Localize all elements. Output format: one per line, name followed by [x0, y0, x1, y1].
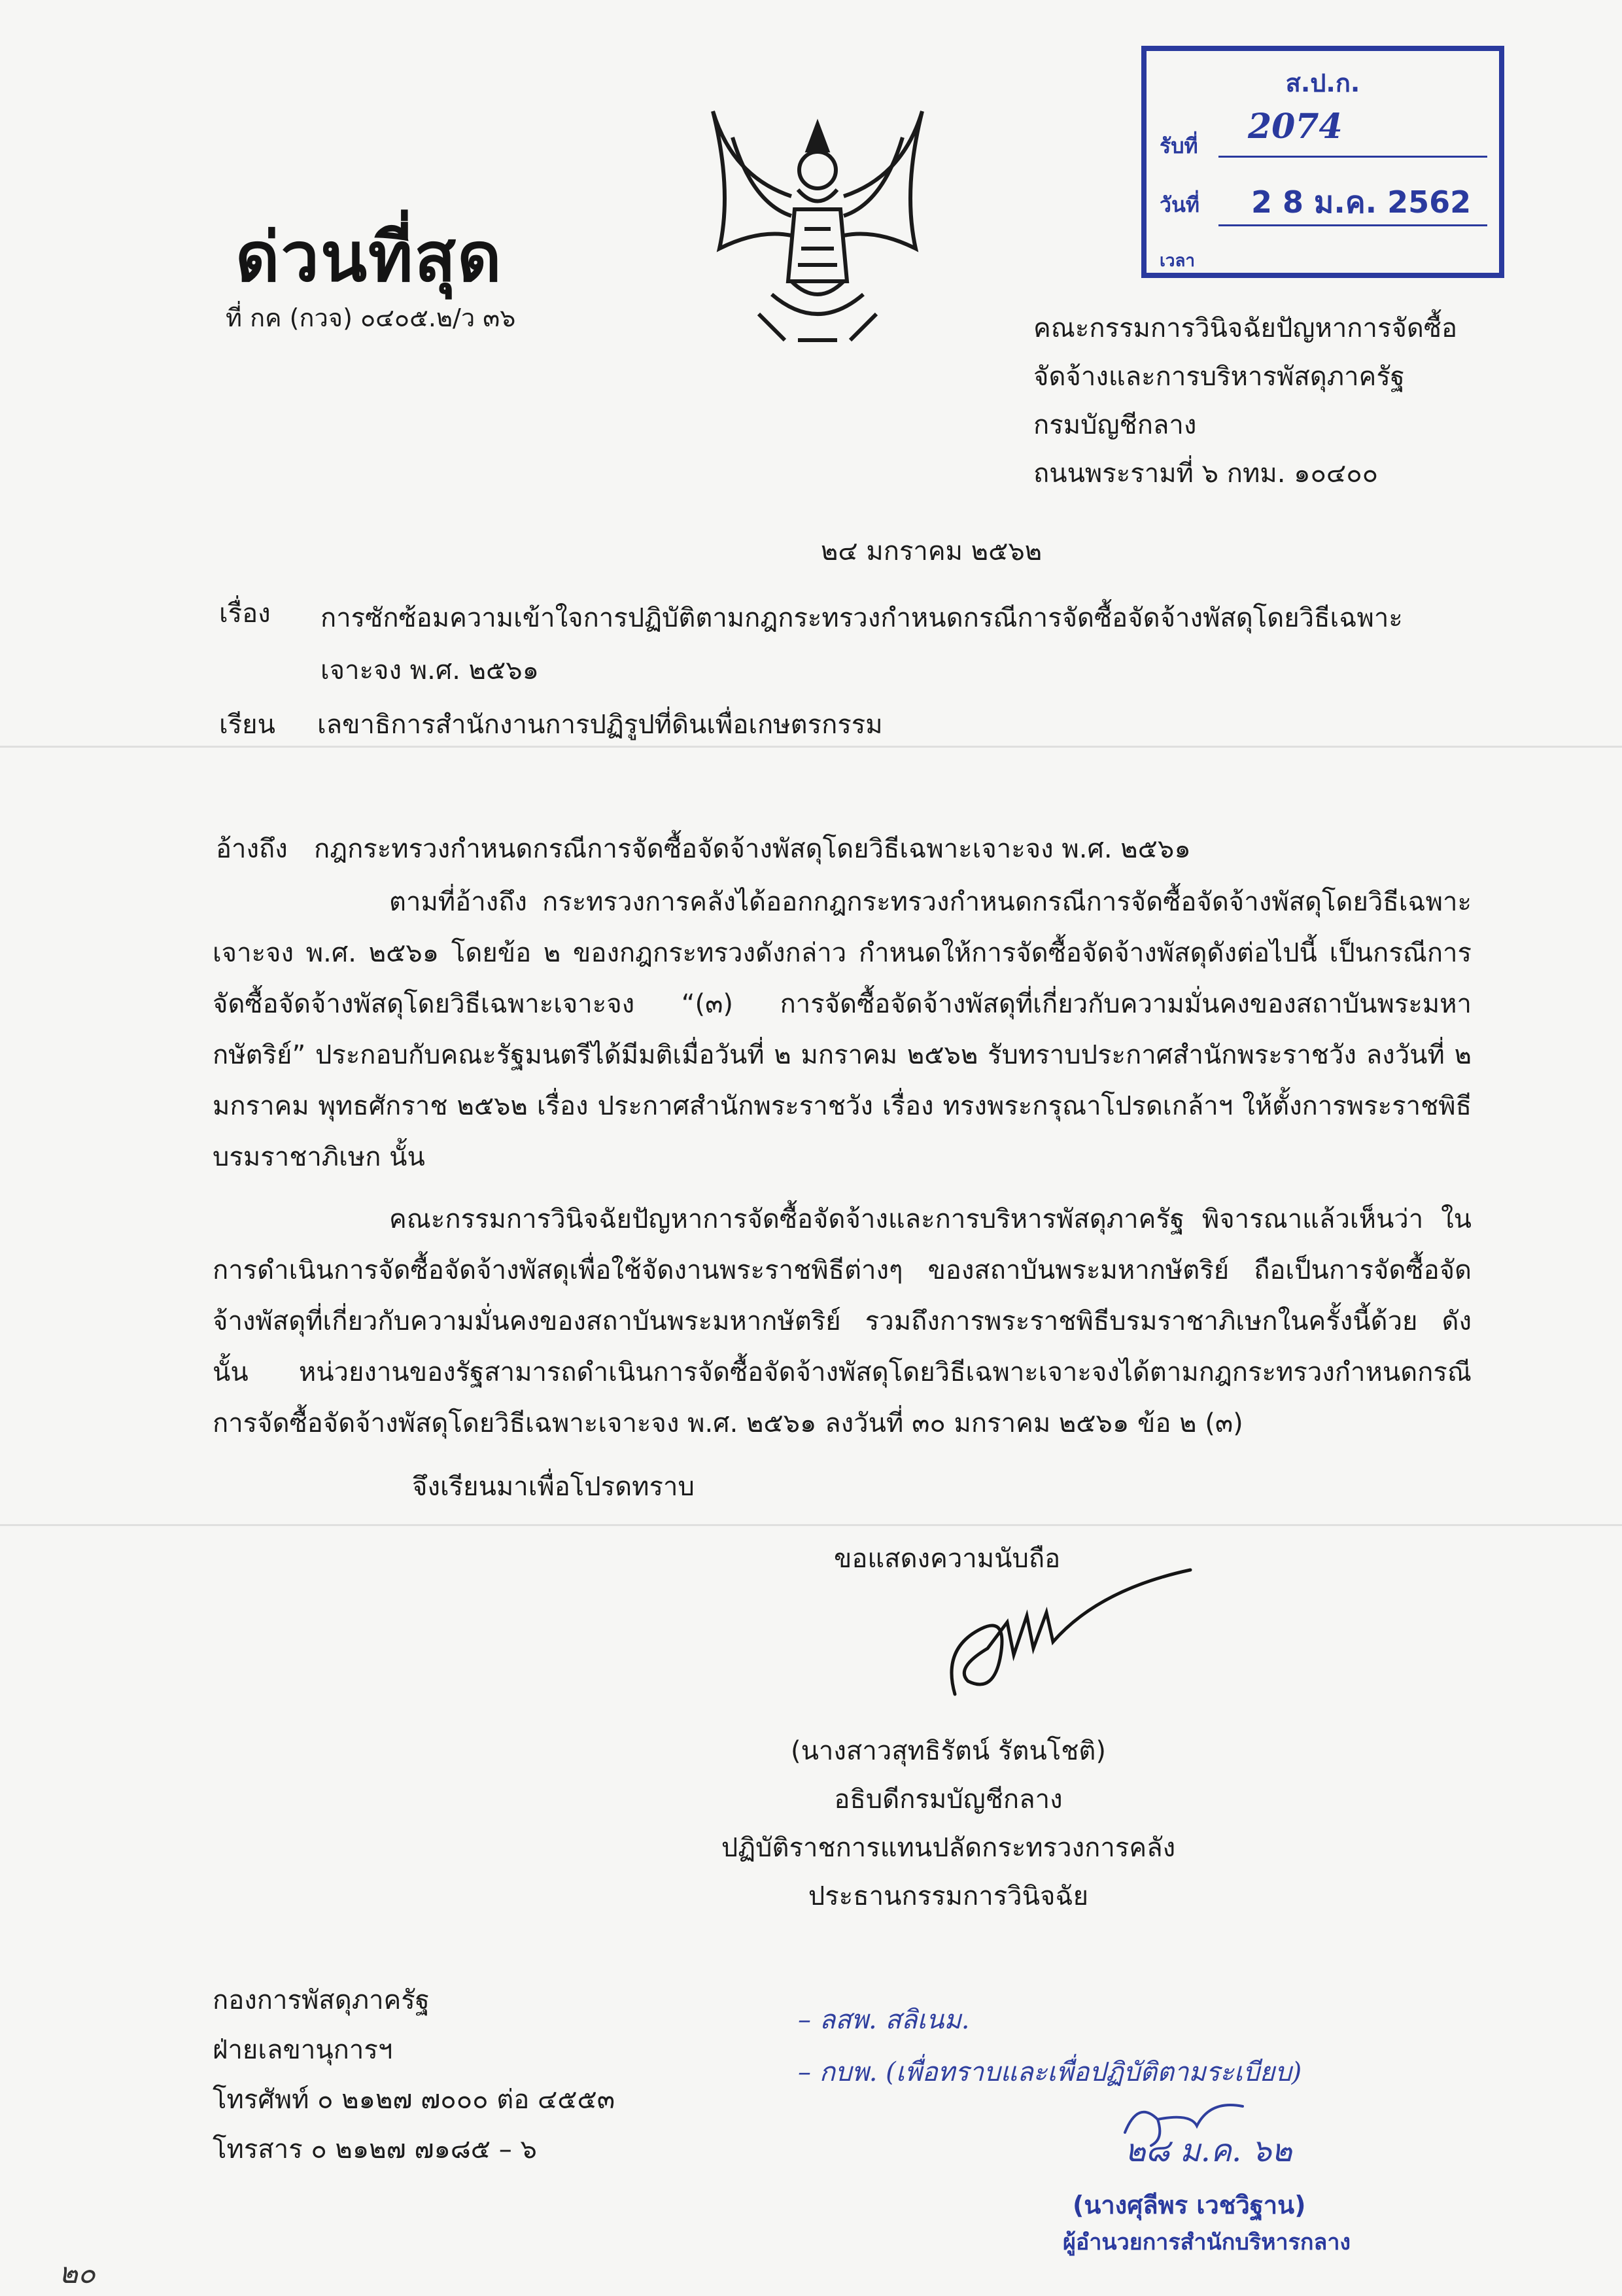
- paragraph-text: ตามที่อ้างถึง กระทรวงการคลังได้ออกกฎกระทรวงกำหนดกรณีการจัดซื้อจัดจ้างพัสดุโดยวิธีเฉพาะเจาะจง พ.ศ. ๒๕๖๑ โดยข้อ ๒ ของกฎกระทรวงดังกล่าว กำหนดให้การจัดซื้อจัดจ้างพัสดุดังต่อไปนี้ เป็นกรณีการจัดซื้อจัดจ้างพัสดุโดยวิธีเฉพาะเจาะจง “(๓) การจัดซื้อจัดจ้างพัสดุที่เกี่ยวกับความมั่นคงของสถาบันพระมหากษัตริย์” ประกอบกับคณะรัฐมนตรีได้มีมติเมื่อวันที่ ๒ มกราคม ๒๕๖๒ รับทราบประกาศสำนักพระราชวัง ลงวันที่ ๒ มกราคม พุทธศักราช ๒๕๖๒ เรื่อง ประกาศสำนักพระราชวัง เรื่อง ทรงพระกรุณาโปรดเกล้าฯ ให้ตั้งการพระราชพิธีบรมราชาภิเษก นั้น: [213, 887, 1472, 1172]
- page-mark: ๒๐: [59, 2257, 95, 2290]
- officer-stamp-title: ผู้อำนวยการสำนักบริหารกลาง: [1063, 2229, 1351, 2255]
- contact-block: [213, 1975, 615, 2174]
- address-line: จัดจ้างและการบริหารพัสดุภาครัฐ: [1033, 362, 1405, 392]
- stamp-line: [1218, 224, 1487, 226]
- contact-section: ฝ่ายเลขานุการฯ: [213, 2035, 393, 2065]
- address-line: คณะกรรมการวินิจฉัยปัญหาการจัดซื้อ: [1033, 313, 1458, 343]
- signatory-name: (นางสาวสุทธิรัตน์ รัตนโชติ): [790, 1736, 1106, 1766]
- paper-fold-line: [0, 746, 1622, 748]
- stamp-line: [1218, 156, 1487, 158]
- stamp-receipt-number: 2074: [1248, 107, 1343, 147]
- garuda-emblem-icon: [693, 98, 942, 353]
- body-paragraph-1: [213, 877, 1472, 1183]
- handwritten-note: – ลสพ. สลิเนม.: [798, 2005, 970, 2035]
- recipient-text: เลขาธิการสำนักงานการปฏิรูปที่ดินเพื่อเกษตรกรรม: [317, 710, 883, 740]
- valediction: ขอแสดงความนับถือ: [834, 1544, 1061, 1574]
- signatory-block: [687, 1727, 1210, 1921]
- paper-fold-line: [0, 1524, 1622, 1526]
- address-line: ถนนพระรามที่ ๖ กทม. ๑๐๔๐๐: [1033, 459, 1379, 489]
- body-paragraph-2: [213, 1194, 1472, 1449]
- receipt-stamp: [1141, 46, 1504, 278]
- address-line: กรมบัญชีกลาง: [1033, 410, 1197, 440]
- subject-label: เรื่อง: [219, 599, 271, 629]
- contact-division: กองการพัสดุภาครัฐ: [213, 1985, 430, 2015]
- subject-text: การซักซ้อมความเข้าใจการปฏิบัติตามกฎกระทรวงกำหนดกรณีการจัดซื้อจัดจ้างพัสดุโดยวิธีเฉพาะเจาะจง พ.ศ. ๒๕๖๑: [320, 603, 1403, 686]
- signature-image: [929, 1550, 1203, 1707]
- paragraph-text: คณะกรรมการวินิจฉัยปัญหาการจัดซื้อจัดจ้างและการบริหารพัสดุภาครัฐ พิจารณาแล้วเห็นว่า ในการดำเนินการจัดซื้อจัดจ้างพัสดุเพื่อใช้จัดงานพระราชพิธีต่างๆ ของสถาบันพระมหากษัตริย์ ถือเป็นการจัดซื้อจัดจ้างพัสดุที่เกี่ยวกับความมั่นคงของสถาบันพระมหากษัตริย์ รวมถึงการพระราชพิธีบรมราชาภิเษกในครั้งนี้ด้วย ดังนั้น หน่วยงานของรัฐสามารถดำเนินการจัดซื้อจัดจ้างพัสดุโดยวิธีเฉพาะเจาะจงได้ตามกฎกระทรวงกำหนดกรณีการจัดซื้อจัดจ้างพัสดุโดยวิธีเฉพาะเจาะจง พ.ศ. ๒๕๖๑ ลงวันที่ ๓๐ มกราคม ๒๕๖๑ ข้อ ๒ (๓): [213, 1204, 1472, 1438]
- urgency-heading: ด่วนที่สุด: [235, 217, 503, 297]
- signatory-title: อธิบดีกรมบัญชีกลาง: [834, 1784, 1063, 1815]
- stamp-date-value: 2 8 ม.ค. 2562: [1251, 184, 1472, 220]
- handwritten-note: – กบพ. (เพื่อทราบและเพื่อปฏิบัติตามระเบียบ): [798, 2057, 1302, 2087]
- signatory-title: ประธานกรรมการวินิจฉัย: [808, 1881, 1089, 1911]
- reference-label: อ้างถึง: [216, 834, 288, 864]
- stamp-receipt-label: รับที่: [1160, 133, 1198, 158]
- closing-line: จึงเรียนมาเพื่อโปรดทราบ: [412, 1472, 695, 1502]
- reference-number: ที่ กค (กวจ) ๐๔๐๕.๒/ว ๓๖: [226, 304, 516, 332]
- contact-phone: โทรศัพท์ ๐ ๒๑๒๗ ๗๐๐๐ ต่อ ๔๕๕๓: [213, 2085, 615, 2115]
- signatory-title: ปฏิบัติราชการแทนปลัดกระทรวงการคลัง: [721, 1833, 1176, 1863]
- recipient-label: เรียน: [219, 710, 275, 740]
- contact-fax: โทรสาร ๐ ๒๑๒๗ ๗๑๘๕ – ๖: [213, 2134, 537, 2165]
- officer-stamp-name: (นางศุลีพร เวชวิฐาน): [1073, 2191, 1306, 2219]
- sender-address: [1033, 304, 1457, 498]
- letter-date: ๒๔ มกราคม ๒๕๖๒: [821, 536, 1043, 566]
- stamp-time-label: เวลา: [1160, 251, 1196, 271]
- reference-text: กฎกระทรวงกำหนดกรณีการจัดซื้อจัดจ้างพัสดุโดยวิธีเฉพาะเจาะจง พ.ศ. ๒๕๖๑: [314, 834, 1191, 864]
- stamp-date-label: วันที่: [1160, 192, 1199, 217]
- stamp-office: ส.ป.ก.: [1285, 69, 1360, 97]
- handwritten-date: ๒๘ ม.ค. ๖๒: [1125, 2132, 1292, 2169]
